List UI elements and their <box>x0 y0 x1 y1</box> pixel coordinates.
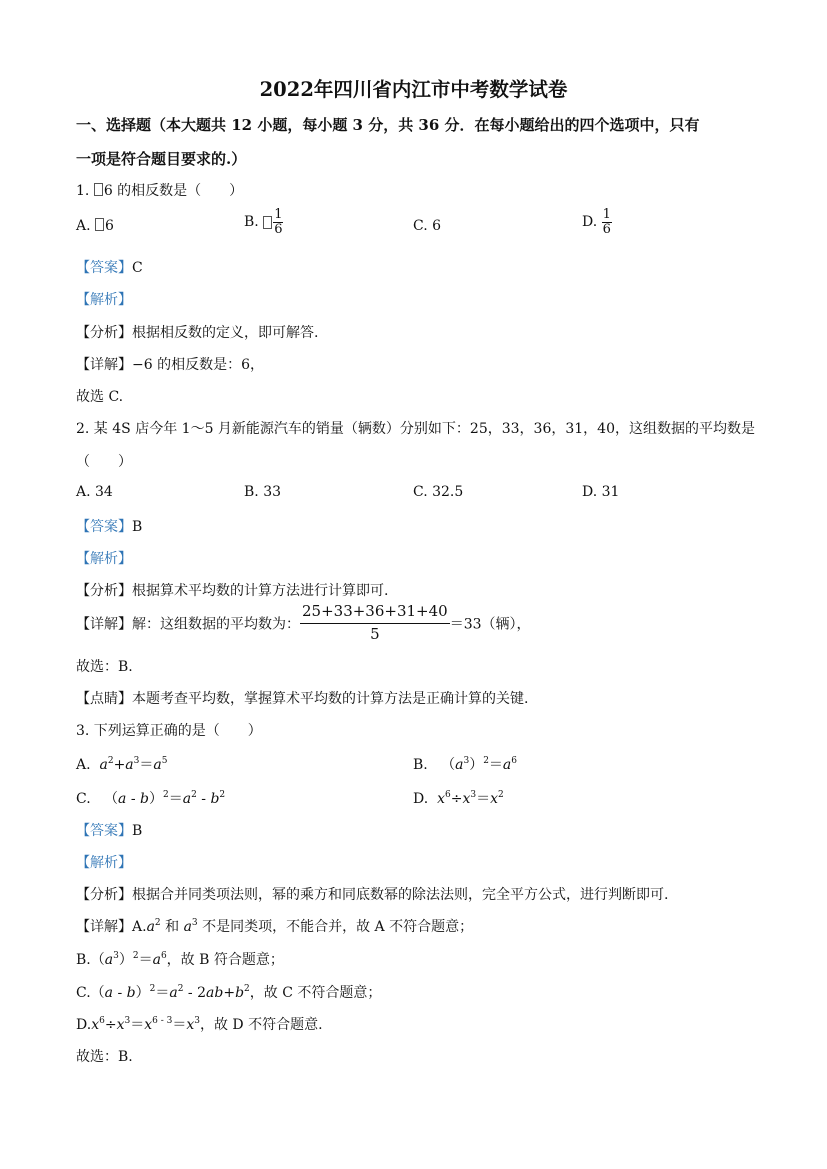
q1-fenxi: 【分析】根据相反数的定义，即可解答. <box>76 325 319 341</box>
minus-glyph-icon <box>95 218 104 231</box>
q1-conclusion: 故选 C. <box>76 389 124 405</box>
q3-analysis-tag: 【解析】 <box>76 855 132 871</box>
q3-fenxi: 【分析】根据合并同类项法则，幂的乘方和同底数幂的除法法则，完全平方公式，进行判断即可. <box>76 887 669 903</box>
q1-option-d: D. $\frac{1}{6}$ <box>582 207 611 237</box>
minus-glyph-icon <box>263 216 272 229</box>
fraction: $\frac{1}{6}$ <box>274 207 283 237</box>
q3-stem: 3. 下列运算正确的是（ ） <box>76 723 262 739</box>
q2-option-b: B. 33 <box>244 484 282 500</box>
q2-answer: 【答案】B <box>76 519 143 535</box>
q1-stem: 1. 6 的相反数是（ ） <box>76 183 244 199</box>
q2-option-d: D. 31 <box>582 484 620 500</box>
q2-stem-line2: （ ） <box>76 454 132 470</box>
q1-option-a: A. 6 <box>76 218 114 234</box>
q2-xiangjie: 【详解】解：这组数据的平均数为： $\frac{25+33+36+31+40}{5}$ ＝33（辆）， <box>76 602 531 643</box>
q2-option-c: C. 32.5 <box>413 484 464 500</box>
q2-conclusion: 故选：B. <box>76 659 133 675</box>
q2-option-a: A. 34 <box>76 484 113 500</box>
q3-xiangjie-b: $B.(a^3)^2=a^6$，故 B 符合题意； <box>76 951 284 968</box>
q3-conclusion: 故选：B. <box>76 1049 133 1065</box>
q3-option-b: B. $(a^3)^2=a^6$ <box>413 756 518 773</box>
q3-xiangjie-a: 【详解】$A.a^2$ 和 $a^3$ 不是同类项，不能合并，故 A 不符合题意； <box>76 918 474 935</box>
q3-answer: 【答案】B <box>76 823 143 839</box>
average-fraction: $\frac{25+33+36+31+40}{5}$ <box>302 602 448 643</box>
q2-analysis-tag: 【解析】 <box>76 551 132 567</box>
q1-analysis-tag: 【解析】 <box>76 292 132 308</box>
fraction: $\frac{1}{6}$ <box>602 207 611 237</box>
section-heading-line2: 一项是符合题目要求的.） <box>76 150 247 168</box>
q3-option-a: A. $a^2+a^3=a^5$ <box>76 756 168 773</box>
section-heading-line1: 一、选择题（本大题共 12 小题，每小题 3 分，共 36 分．在每小题给出的四个选项中，只有 <box>76 116 700 134</box>
q1-answer: 【答案】C <box>76 260 143 276</box>
q1-option-b: B. $\frac{1}{6}$ <box>244 207 283 237</box>
q3-option-c: C. $(a - b)^2=a^2 - b^2$ <box>76 790 226 807</box>
q1-xiangjie: 【详解】−6 的相反数是：6， <box>76 357 264 373</box>
q3-option-d: D. $x^6\div x^3=x^2$ <box>413 790 504 807</box>
q1-option-c: C. 6 <box>413 218 442 234</box>
q2-dianjing: 【点睛】本题考查平均数，掌握算术平均数的计算方法是正确计算的关键. <box>76 691 529 707</box>
minus-glyph-icon <box>94 183 103 196</box>
q3-xiangjie-c: $C.(a - b)^2=a^2 - 2ab+b^2$，故 C 不符合题意； <box>76 984 382 1001</box>
page-title: 2022年四川省内江市中考数学试卷 <box>259 78 568 101</box>
q2-stem-line1: 2. 某 4S 店今年 1～5 月新能源汽车的销量（辆数）分别如下：25，33，36，31，40，这组数据的平均数是 <box>76 421 755 437</box>
q2-fenxi: 【分析】根据算术平均数的计算方法进行计算即可. <box>76 583 389 599</box>
q3-xiangjie-d: $D.x^6\div x^3=x^{6 - 3}=x^3$，故 D 不符合题意. <box>76 1016 323 1033</box>
